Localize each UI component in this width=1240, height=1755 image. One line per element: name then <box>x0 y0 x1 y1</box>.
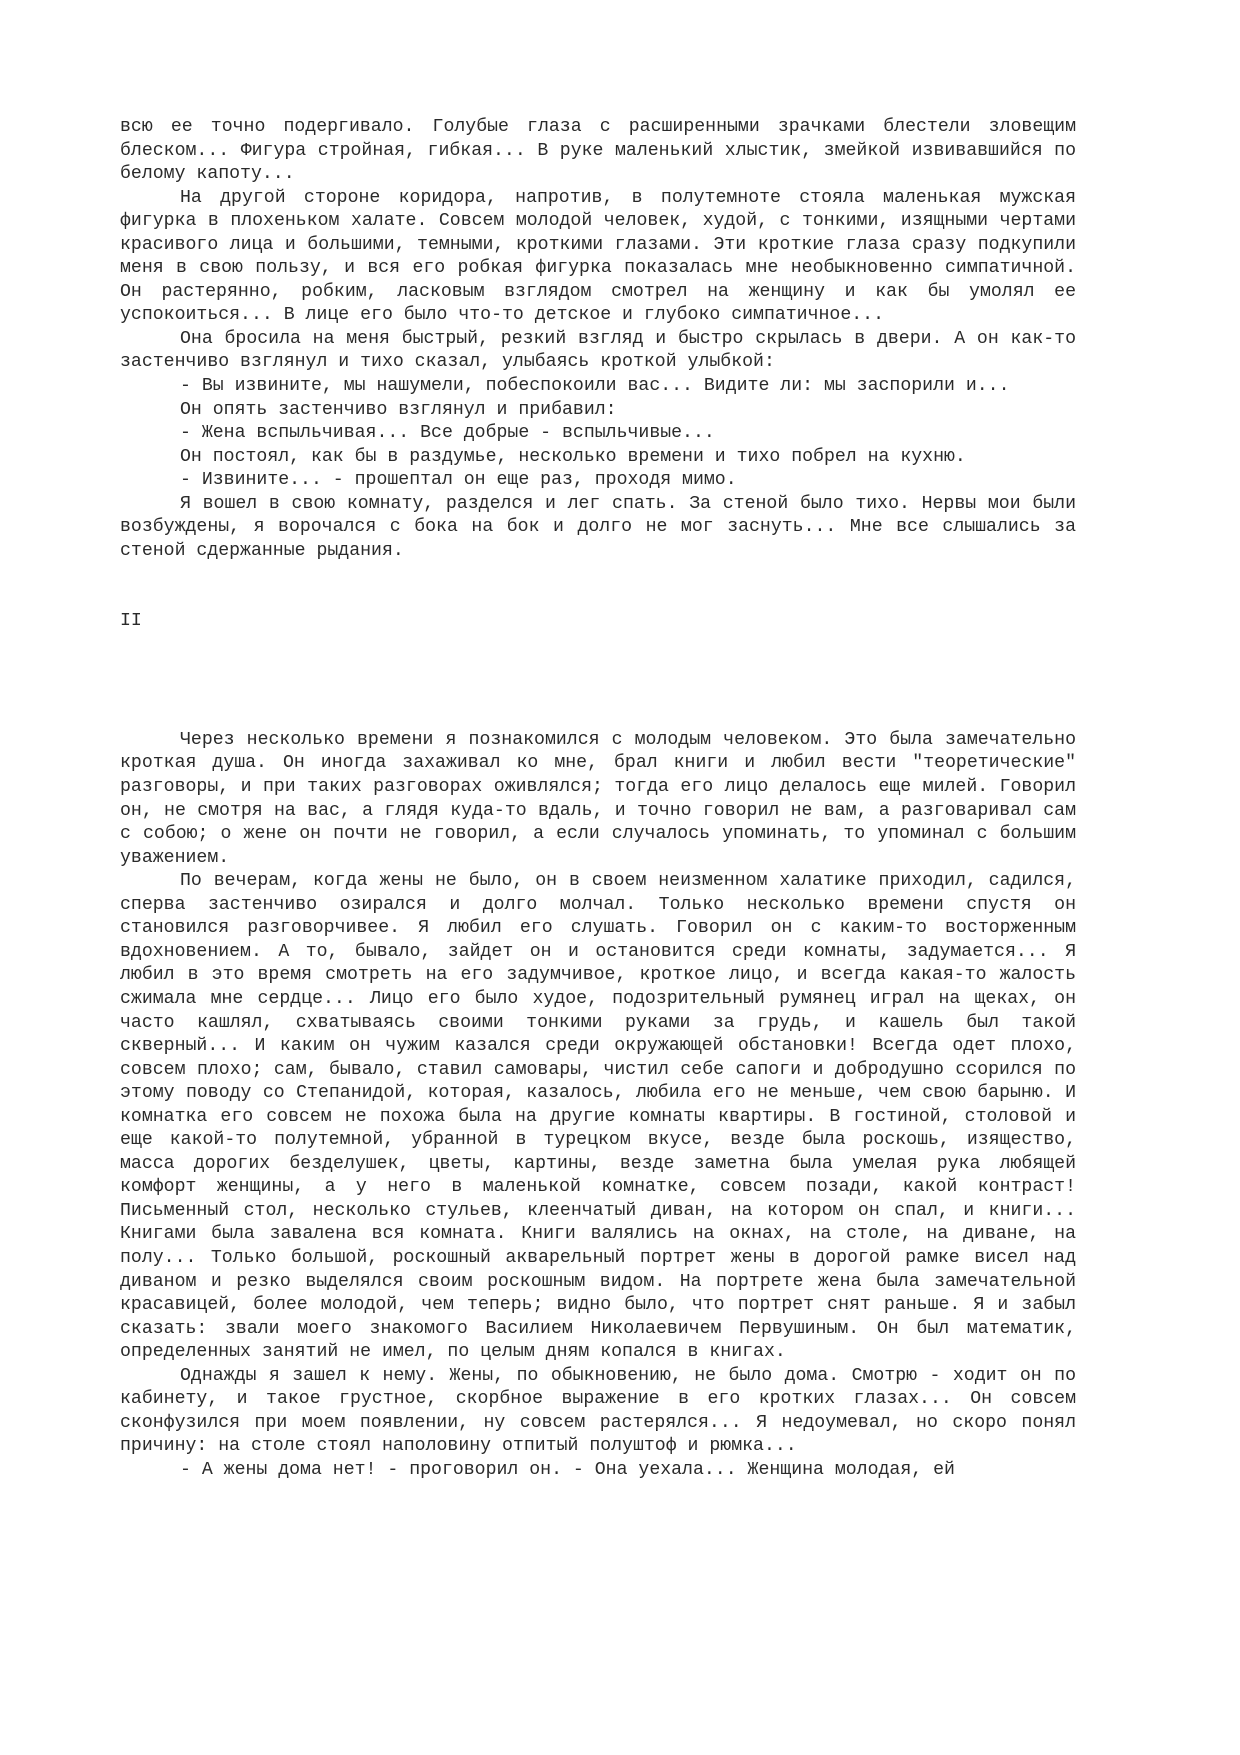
dialogue-line: - Вы извините, мы нашумели, побеспокоили вас... Видите ли: мы заспорили и... <box>180 376 1010 397</box>
paragraph: Я вошел в свою комнату, разделся и лег спать. За стеной было тихо. Нервы мои были возбуждены, я ворочался с бока на бок и долго не мог заснуть... Мне все слышались за стеной сдержанные рыдания. <box>120 493 1076 561</box>
paragraph: Он постоял, как бы в раздумье, несколько времени и тихо побрел на кухню. <box>180 446 966 467</box>
paragraph: всю ее точно подергивало. Голубые глаза с расширенными зрачками блестели зловещим блеском... Фигура стройная, гибкая... В руке маленький хлыстик, змейкой извивавшийся по белому капоту... <box>120 117 1076 185</box>
paragraph: Она бросила на меня быстрый, резкий взгляд и быстро скрылась в двери. А он как-то застенчиво взглянул и тихо сказал, улыбаясь кроткой улыбкой: <box>120 328 1076 373</box>
paragraph: На другой стороне коридора, напротив, в полутемноте стояла маленькая мужская фигурка в плохеньком халате. Совсем молодой человек, худой, с тонкими, изящными чертами красивого лица и большими, темными, кроткими глазами. Эти кроткие глаза сразу подкупили меня в свою пользу, и вся его робкая фигурка показалась мне необыкновенно симпатичной. Он растерянно, робким, ласковым взглядом смотрел на женщину и как бы умолял ее успокоиться... В лице его было что-то детское и глубоко симпатичное... <box>120 187 1076 326</box>
dialogue-line: - Извините... - прошептал он еще раз, проходя мимо. <box>180 470 737 491</box>
paragraph: Однажды я зашел к нему. Жены, по обыкновению, не было дома. Смотрю - ходит он по кабинету, и такое грустное, скорбное выражение в его кротких глазах... Он совсем сконфузился при моем появлении, ну совсем растерялся... Я недоумевал, но скоро понял причину: на столе стоял наполовину отпитый полуштоф и рюмка... <box>120 1365 1076 1457</box>
document-page <box>120 116 1076 1482</box>
section-part-1 <box>120 116 1076 563</box>
chapter-heading: II <box>120 611 142 632</box>
paragraph: Он опять застенчиво взглянул и прибавил: <box>180 399 617 420</box>
dialogue-line: - А жены дома нет! - проговорил он. - Она уехала... Женщина молодая, ей <box>180 1459 955 1480</box>
dialogue-line: - Жена вспыльчивая... Все добрые - вспыльчивые... <box>180 423 715 444</box>
paragraph: Через несколько времени я познакомился с молодым человеком. Это была замечательно кроткая душа. Он иногда захаживал ко мне, брал книги и любил вести "теоретические" разговоры, и при таких разговорах оживлялся; тогда его лицо делалось еще милей. Говорил он, не смотря на вас, а глядя куда-то вдаль, и точно говорил не вам, а разговаривал сам с собою; о жене он почти не говорил, а если случалось упоминать, то упоминал с большим уважением. <box>120 729 1076 868</box>
paragraph: По вечерам, когда жены не было, он в своем неизменном халатике приходил, садился, сперва застенчиво озирался и долго молчал. Только несколько времени спустя он становился разговорчивее. Я любил его слушать. Говорил он с каким-то восторженным вдохновением. А то, бывало, зайдет он и остановится среди комнаты, задумается... Я любил в это время смотреть на его задумчивое, кроткое лицо, и всегда какая-то жалость сжимала мне сердце... Лицо его было худое, подозрительный румянец играл на щеках, он часто кашлял, схватываясь своими тонкими руками за грудь, и кашель был такой скверный... И каким он чужим казался среди окружающей обстановки! Всегда одет плохо, совсем плохо; сам, бывало, ставил самовары, чистил себе сапоги и добродушно ссорился по этому поводу со Степанидой, которая, казалось, любила его не меньше, чем свою барыню. И комнатка его совсем не похожа была на другие комнаты квартиры. В гостиной, столовой и еще какой-то полутемной, убранной в турецком вкусе, везде была роскошь, изящество, масса дорогих безделушек, цветы, картины, везде заметна была умелая рука любящей комфорт женщины, а у него в маленькой комнатке, совсем позади, какой контраст! Письменный стол, несколько стульев, клеенчатый диван, на котором он спал, и книги... Книгами была завалена вся комната. Книги валялись на окнах, на столе, на диване, на полу... Только большой, роскошный акварельный портрет жены в дорогой рамке висел над диваном и резко выделялся своим роскошным видом. На портрете жена была замечательной красавицей, более молодой, чем теперь; видно было, что портрет снят раньше. Я и забыл сказать: звали моего знакомого Василием Николаевичем Первушиным. Он был математик, определенных занятий не имел, по целым дням копался в книгах. <box>120 871 1076 1363</box>
section-part-2 <box>120 729 1076 1483</box>
